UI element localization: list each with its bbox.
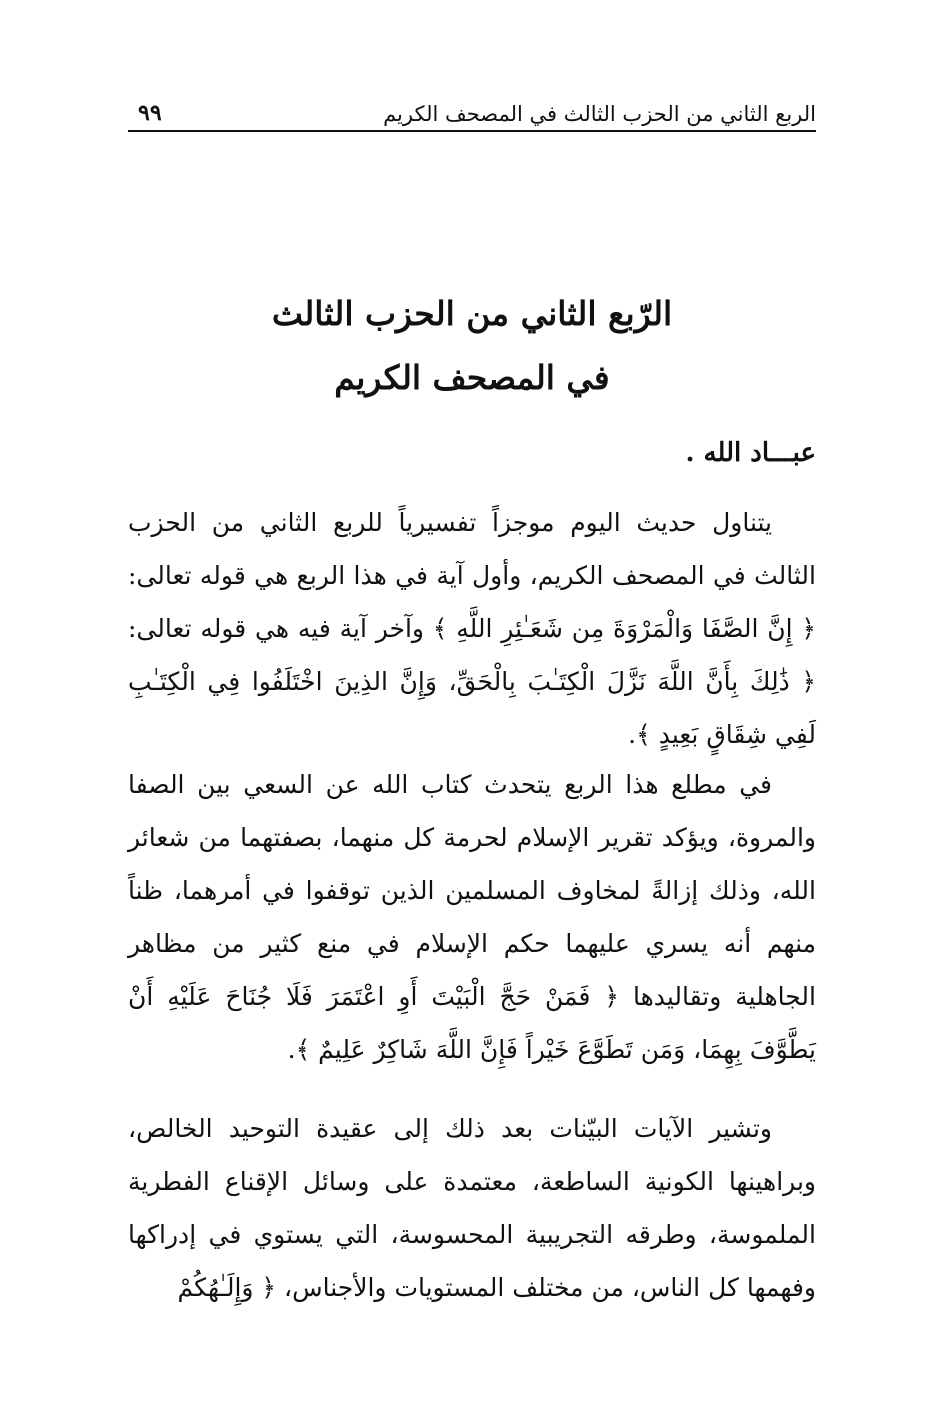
- running-title: الربع الثاني من الحزب الثالث في المصحف الكريم: [383, 102, 816, 126]
- section-title-line-1: الرّبع الثاني من الحزب الثالث: [271, 294, 673, 333]
- page-number: ٩٩: [138, 100, 162, 126]
- paragraph-2: في مطلع هذا الربع يتحدث كتاب الله عن السعي بين الصفا والمروة، ويؤكد تقرير الإسلام لحرمة كل منهما، بصفتهما من شعائر الله، وذلك إزالةً لمخاوف المسلمين الذين توقفوا في أمرهما، ظناً منهم أنه يسري عليهما حكم الإسلام في منع كثير من مظاهر الجاهلية وتقاليدها ﴿ فَمَنْ حَجَّ الْبَيْتَ أَوِ اعْتَمَرَ فَلَا جُنَاحَ عَلَيْهِ أَنْ يَطَّوَّفَ بِهِمَا، وَمَن تَطَوَّعَ خَيْراً فَإِنَّ اللَّهَ شَاكِرٌ عَلِيمٌ ﴾.: [128, 770, 816, 1064]
- paragraph-3: وتشير الآيات البيّنات بعد ذلك إلى عقيدة التوحيد الخالص، وبراهينها الكونية الساطعة، معتمدة على وسائل الإقناع الفطرية الملموسة، وطرقه التجريبية المحسوسة، التي يستوي في إدراكها وفهمها كل الناس، من مختلف المستويات والأجناس، ﴿ وَإِلَـٰهُكُمْ: [128, 1114, 816, 1302]
- section-title-line-2: في المصحف الكريم: [334, 358, 610, 397]
- running-header: [128, 96, 816, 132]
- section-title: [128, 282, 816, 410]
- salutation: عبـــاد الله .: [685, 438, 816, 468]
- paragraph-1: يتناول حديث اليوم موجزاً تفسيرياً للربع الثاني من الحزب الثالث في المصحف الكريم، وأول آية في هذا الربع هي قوله تعالى: ﴿ إِنَّ الصَّفَا وَالْمَرْوَةَ مِن شَعَـٰئِرِ اللَّهِ ﴾ وآخر آية فيه هي قوله تعالى: ﴿ ذَٰلِكَ بِأَنَّ اللَّهَ نَزَّلَ الْكِتَـٰبَ بِالْحَقِّ، وَإِنَّ الذِينَ اخْتَلَفُوا فِي الْكِتَـٰبِ لَفِي شِقَاقٍ بَعِيدٍ ﴾.: [128, 508, 816, 749]
